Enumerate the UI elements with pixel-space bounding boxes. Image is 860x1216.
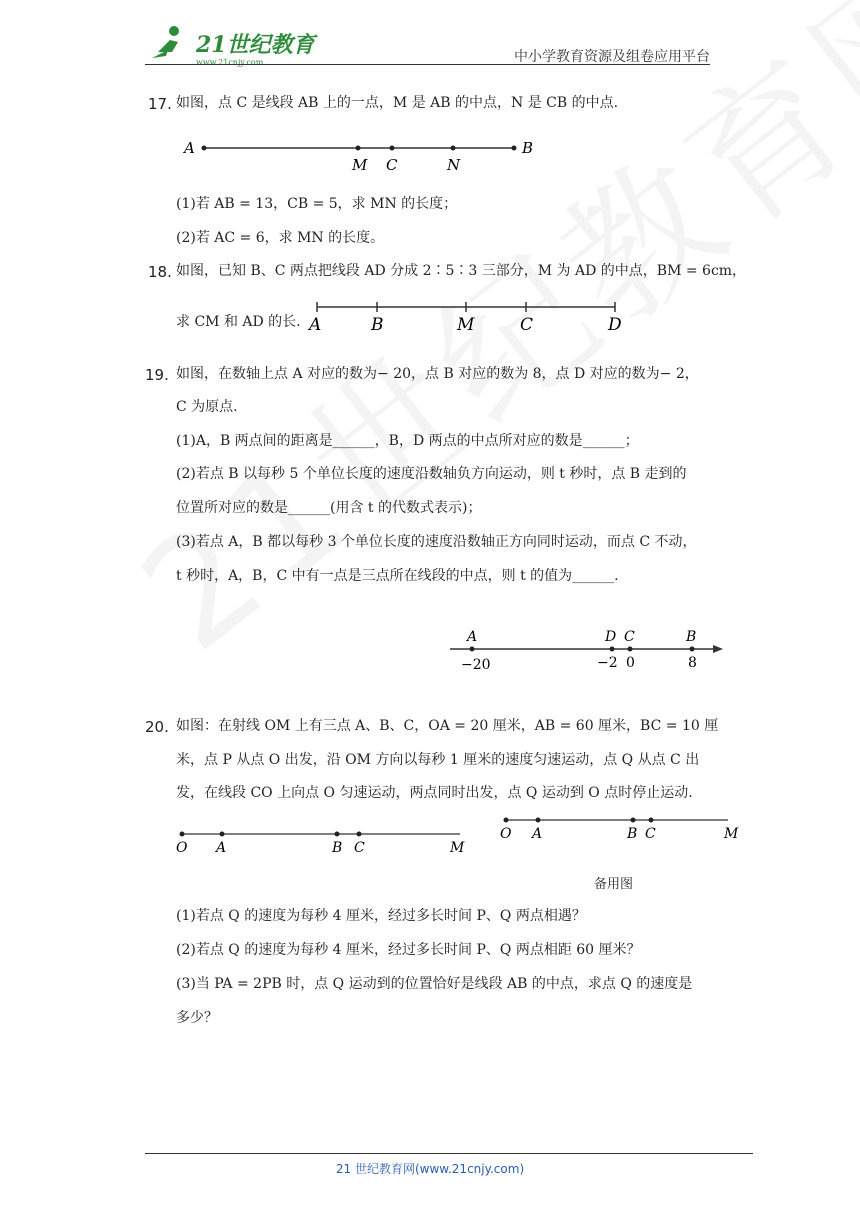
q20-label-b: B [332, 840, 343, 856]
q19-letter-b: B [686, 629, 697, 645]
arrow-right-icon [713, 645, 723, 653]
q20-figure [172, 822, 467, 860]
q17-label-b: B [522, 139, 534, 157]
logo-text: 21世纪教育 [196, 32, 315, 58]
q20-spare-caption: 备用图 [594, 877, 634, 892]
q19-number: 19. [145, 366, 169, 384]
q20-label-c: C [354, 840, 365, 856]
q20-part2: (2)若点 Q 的速度为每秒 4 厘米，经过多长时间 P、Q 两点相距 60 厘米？ [176, 942, 641, 958]
q17-number: 17. [148, 95, 172, 113]
q20-spare-label-o: O [500, 826, 512, 842]
q20-number: 20. [145, 718, 169, 736]
q19-part3b: t 秒时，A，B，C 中有一点是三点所在线段的中点，则 t 的值为______. [176, 568, 619, 584]
q19-letter-c: C [624, 629, 635, 645]
q18-number: 18. [148, 263, 172, 281]
q19-letter-d: D [605, 629, 617, 645]
q18-figure [305, 300, 635, 334]
q20-line1: 如图：在射线 OM 上有三点 A、B、C，OA = 20 厘米，AB = 60 厘米，BC = 10 厘 [176, 718, 719, 734]
q19-value-d: −2 [597, 655, 618, 671]
q19-part2a: (2)若点 B 以每秒 5 个单位长度的速度沿数轴负方向运动，则 t 秒时，点 B 走到的 [176, 466, 687, 482]
q17-label-n: N [447, 156, 461, 174]
header-platform-name: 中小学教育资源及组卷应用平台 [514, 49, 710, 65]
q19-line2: C 为原点. [176, 399, 238, 415]
q17-part1: (1)若 AB = 13，CB = 5，求 MN 的长度； [176, 196, 458, 212]
q19-value-b: 8 [688, 655, 697, 671]
q18-line1: 如图，已知 B、C 两点把线段 AD 分成 2∶5∶3 三部分，M 为 AD 的中点，BM = 6cm， [176, 263, 747, 279]
q17-label-m: M [352, 156, 368, 174]
q18-line2: 求 CM 和 AD 的长. [176, 314, 301, 330]
q20-line2: 米，点 P 从点 O 出发，沿 OM 方向以每秒 1 厘米的速度匀速运动，点 Q 从点 C 出 [176, 752, 700, 768]
q18-label-c: C [520, 315, 534, 334]
q17-figure [180, 130, 540, 175]
logo-url: www.21cnjy.com [196, 58, 264, 67]
header-divider [145, 64, 710, 65]
q19-letter-a: A [467, 629, 478, 645]
q18-label-b: B [371, 315, 384, 334]
q20-spare-label-b: B [627, 826, 638, 842]
q20-label-o: O [176, 840, 188, 856]
q20-line3: 发，在线段 CO 上向点 O 匀速运动，两点同时出发，点 Q 运动到 O 点时停止运动. [176, 785, 693, 801]
footer-link[interactable]: 21 世纪教育网(www.21cnjy.com) [335, 1162, 525, 1176]
q18-label-a: A [309, 315, 322, 334]
q19-number-line [445, 625, 730, 675]
q17-stem: 如图，点 C 是线段 AB 上的一点，M 是 AB 的中点，N 是 CB 的中点. [176, 95, 619, 111]
q20-spare-label-c: C [645, 826, 656, 842]
q20-label-m: M [450, 840, 465, 856]
q20-spare-label-m: M [724, 826, 739, 842]
q20-part3a: (3)当 PA = 2PB 时，点 Q 运动到的位置恰好是线段 AB 的中点，求点 Q 的速度是 [176, 976, 693, 992]
q19-value-c: 0 [626, 655, 635, 671]
q17-part2: (2)若 AC = 6，求 MN 的长度。 [176, 230, 385, 246]
q18-label-m: M [457, 315, 475, 334]
q17-label-a: A [184, 139, 195, 157]
q19-part1: (1)A，B 两点间的距离是______，B，D 两点的中点所对应的数是______； [176, 433, 639, 449]
q20-spare-label-a: A [532, 826, 543, 842]
q20-spare-figure [496, 808, 746, 846]
q18-label-d: D [608, 315, 622, 334]
q20-part3b: 多少？ [176, 1010, 218, 1026]
q19-part2b: 位置所对应的数是______(用含 t 的代数式表示)； [176, 500, 482, 516]
site-logo[interactable] [148, 22, 318, 68]
q20-part1: (1)若点 Q 的速度为每秒 4 厘米，经过多长时间 P、Q 两点相遇？ [176, 908, 586, 924]
q19-part3a: (3)若点 A，B 都以每秒 3 个单位长度的速度沿数轴正方向同时运动，而点 C 不动， [176, 534, 697, 550]
q19-line1: 如图，在数轴上点 A 对应的数为− 20，点 B 对应的数为 8，点 D 对应的数为− 2， [176, 366, 699, 382]
q20-label-a: A [216, 840, 227, 856]
q17-label-c: C [386, 156, 398, 174]
footer-divider [145, 1153, 753, 1154]
q19-value-a: −20 [461, 657, 491, 673]
